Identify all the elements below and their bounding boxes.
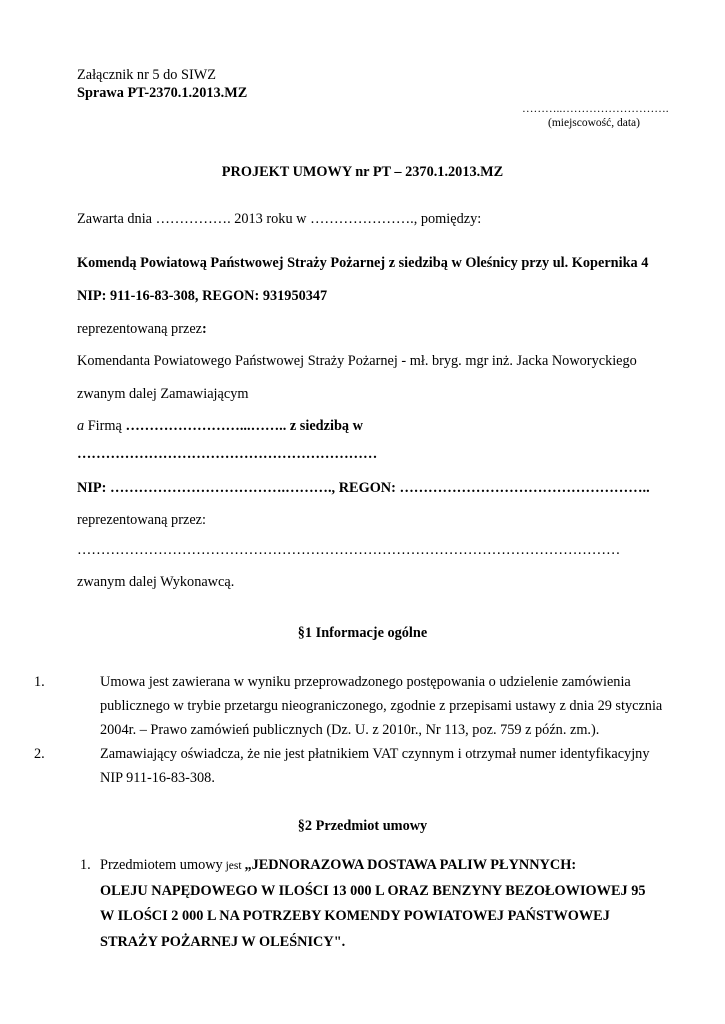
subject-intro: Przedmiotem umowy [100, 857, 223, 873]
section1-item1-line2: publicznego w trybie przetargu nieograniczonego, zgodnie z przepisami ustawy z dnia 29 stycznia [100, 698, 663, 714]
represented-by-text: reprezentowaną przez [77, 321, 203, 337]
concluded-line: Zawarta dnia ……………. 2013 roku w …………………., pomiędzy: [77, 211, 482, 227]
firm-name-dots: ……………………...…….. z siedzibą w [125, 418, 363, 434]
section1-item1-line3: 2004r. – Prawo zamówień publicznych (Dz. U. z 2010r., Nr 113, poz. 759 z późn. zm.). [100, 722, 600, 738]
party1-name: Komendą Powiatową Państwowej Straży Pożarnej z siedzibą w Oleśnicy przy ul. Kopernika 4 [77, 255, 649, 271]
firm-address-dots: ……………………………………………………… [77, 446, 378, 462]
contractor-ids: NIP: ……………………………….………., REGON: …………………………………………….. [77, 480, 650, 496]
section1-item2-line1: Zamawiający oświadcza, że nie jest płatnikiem VAT czynnym i otrzymał numer identyfikacyjny [100, 746, 650, 762]
represented-by-line [77, 320, 207, 338]
place-date-label: (miejscowość, data) [548, 117, 640, 129]
section2-heading: §2 Przedmiot umowy [297, 818, 428, 834]
section1-item2-line2: NIP 911-16-83-308. [100, 770, 215, 786]
document-title: PROJEKT UMOWY nr PT – 2370.1.2013.MZ [221, 164, 504, 180]
contractor-rep-dots: …………………………………………………………………………………………………… [77, 542, 621, 558]
firm-prefix: Firmą [84, 418, 126, 434]
attachment-label: Załącznik nr 5 do SIWZ [77, 67, 216, 83]
subject-line2: OLEJU NAPĘDOWEGO W ILOŚCI 13 000 L ORAZ BENZYNY BEZOŁOWIOWEJ 95 [100, 883, 646, 899]
party1-ids: NIP: 911-16-83-308, REGON: 931950347 [77, 288, 328, 304]
section1-item1-line1: Umowa jest zawierana w wyniku przeprowadzonego postępowania o udzielenie zamówienia [100, 674, 631, 690]
hereinafter-ordering: zwanym dalej Zamawiającym [77, 386, 249, 402]
represented-colon: : [202, 321, 207, 337]
subject-line1: „JEDNORAZOWA DOSTAWA PALIW PŁYNNYCH: [244, 857, 577, 873]
section2-item1-number: 1. [80, 857, 91, 873]
subject-intro-small: jest [222, 860, 245, 872]
section1-item2-number: 2. [34, 746, 45, 762]
section1-heading: §1 Informacje ogólne [297, 625, 428, 641]
hereinafter-contractor: zwanym dalej Wykonawcą. [77, 574, 235, 590]
and-word: a [77, 418, 85, 434]
subject-line4: STRAŻY POŻARNEJ W OLEŚNICY". [100, 934, 346, 950]
firm-line [77, 417, 363, 435]
case-number: Sprawa PT-2370.1.2013.MZ [77, 85, 248, 101]
representative: Komendanta Powiatowego Państwowej Straży Pożarnej - mł. bryg. mgr inż. Jacka Noworyckiego [77, 353, 637, 369]
place-date-dots: ………..………………………. [522, 103, 669, 115]
subject-line3: W ILOŚCI 2 000 L NA POTRZEBY KOMENDY POWIATOWEJ PAŃSTWOWEJ [100, 908, 610, 924]
section1-item1-number: 1. [34, 674, 45, 690]
section2-item1-first-line [100, 856, 576, 875]
contractor-represented: reprezentowaną przez: [77, 512, 206, 528]
